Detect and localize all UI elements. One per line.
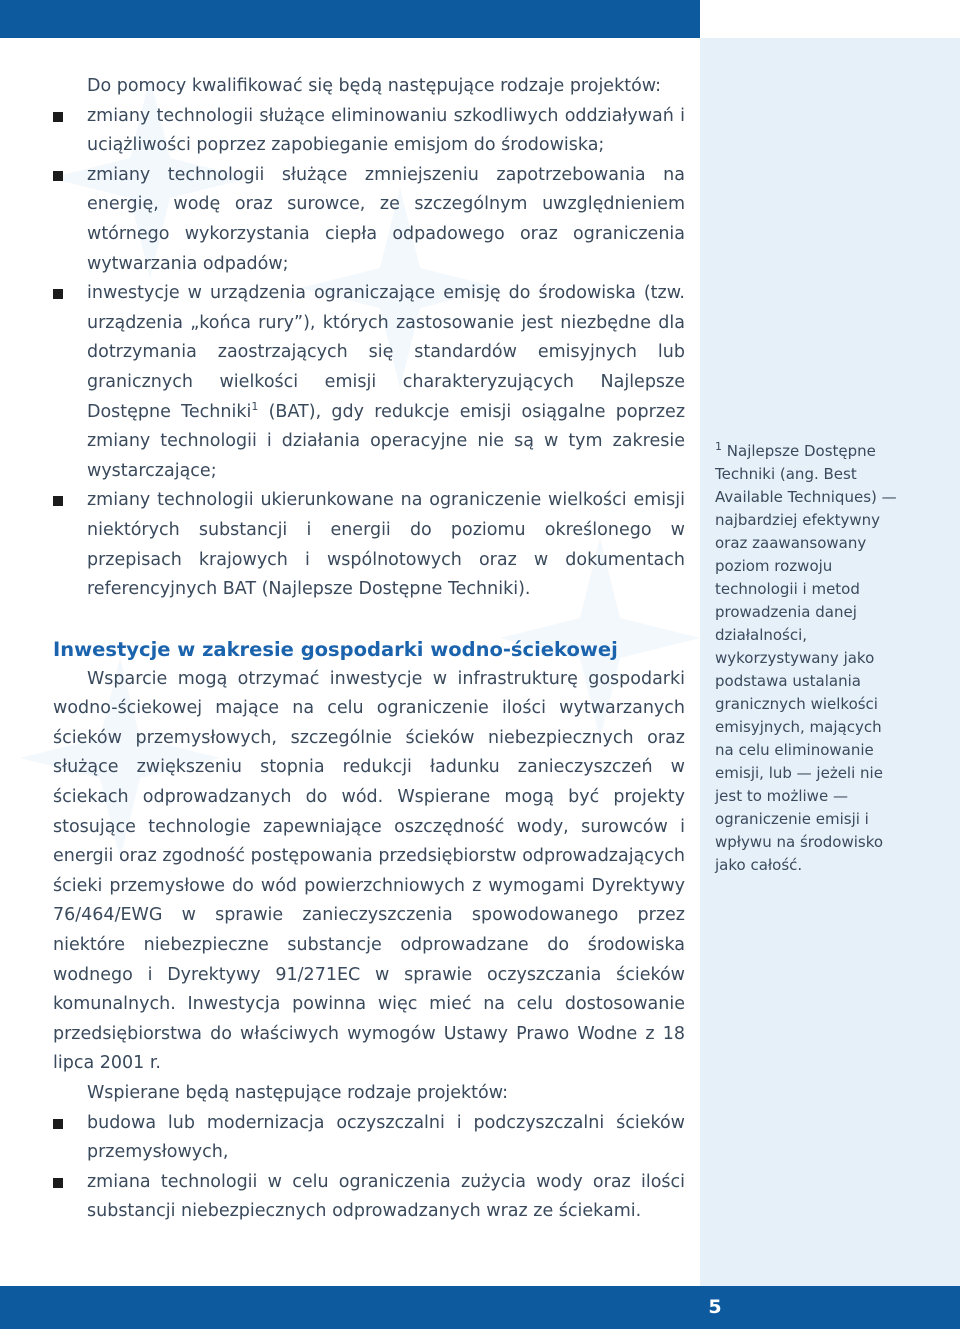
page-number: 5 <box>708 1296 722 1318</box>
footnote-marker: 1 <box>715 440 722 453</box>
section-intro2: Wspierane będą następujące rodzaje projektów: <box>87 1083 508 1103</box>
section-paragraph: Wsparcie mogą otrzymać inwestycje w infrastrukturę gospodarki wodno-ściekowej mające na celu ograniczenie ilości wytwarzanych ścieków przemysłowych, szczególnie ścieków niebezpiecznych oraz służące zwiększeniu stopnia redukcji ładunku zanieczyszczeń w ściekach odprowadzanych do wód. Wspierane mogą być projekty stosujące technologie zapewniające oszczędność wody, surowców i energii oraz zgodność postępowania przedsiębiorstw odprowadzających ścieki przemysłowe do wód powierzchniowych z wymogami Dyrektywy 76/464/EWG w sprawie zanieczyszczenia spowodowanego przez niektóre niebezpieczne substancje odprowadzane do środowiska wodnego i Dyrektywy 91/271EC w sprawie oczyszczania ścieków komunalnych. Inwestycja powinna więc mieć na celu dostosowanie przedsiębiorstwa do właściwych wymogów Ustawy Prawo Wodne z 18 lipca 2001 r. <box>53 668 685 1074</box>
footnote-text: Najlepsze Dostępne Techniki (ang. Best Available Techniques) — najbardziej efektywny oraz zaawansowany poziom rozwoju technologii i metod prowadzenia danej działalności, wykorzystywany jako podstawa ustalania granicznych wielkości emisyjnych, mających na celu eliminowanie emisji, lub — jeżeli nie jest to możliwe — ograniczenie emisji i wpływu na środowisko jako całość. <box>715 442 897 874</box>
list-item: inwestycje w urządzenia ograniczające emisję do środowiska (tzw. urządzenia „końca rury”), których zastosowanie jest niezbędne dla dotrzymania zaostrzających się standardów emisyjnych lub granicznych wielkości emisji charakteryzujących Najlepsze Dostępne Techniki$^1$ (BAT), gdy redukcje emisji osiągalne poprzez zmiany technologii i działania operacyjne nie są w tym zakresie wystarczające; <box>53 279 685 486</box>
bottom-color-bar <box>0 1286 960 1329</box>
square-bullet-icon <box>53 289 63 299</box>
main-content <box>53 72 685 1227</box>
square-bullet-icon <box>53 112 63 122</box>
footnote-reference[interactable]: 1 <box>251 399 259 413</box>
square-bullet-icon <box>53 1178 63 1188</box>
list-item: zmiana technologii w celu ograniczenia zużycia wody oraz ilości substancji niebezpiecznych odprowadzanych wraz ze ściekami. <box>53 1168 685 1227</box>
list-item: budowa lub modernizacja oczyszczalni i podczyszczalni ścieków przemysłowych, <box>53 1109 685 1168</box>
intro-paragraph: Do pomocy kwalifikować się będą następujące rodzaje projektów: <box>87 76 662 96</box>
water-projects-list <box>53 1109 685 1227</box>
top-color-bar <box>0 0 700 38</box>
square-bullet-icon <box>53 1119 63 1129</box>
footnote <box>715 440 900 877</box>
square-bullet-icon <box>53 496 63 506</box>
list-item: zmiany technologii służące eliminowaniu szkodliwych oddziaływań i uciążliwości poprzez zapobieganie emisjom do środowiska; <box>53 102 685 161</box>
square-bullet-icon <box>53 171 63 181</box>
list-item: zmiany technologii służące zmniejszeniu zapotrzebowania na energię, wodę oraz surowce, ze szczególnym uwzględnieniem wtórnego wykorzystania ciepła odpadowego oraz ograniczenia wytwarzania odpadów; <box>53 161 685 279</box>
list-item: zmiany technologii ukierunkowane na ograniczenie wielkości emisji niektórych substancji i energii do poziomu określonego w przepisach krajowych i wspólnotowych oraz w dokumentach referencyjnych BAT (Najlepsze Dostępne Techniki). <box>53 486 685 604</box>
project-types-list <box>53 102 685 605</box>
section-heading: Inwestycje w zakresie gospodarki wodno-ściekowej <box>53 637 618 661</box>
